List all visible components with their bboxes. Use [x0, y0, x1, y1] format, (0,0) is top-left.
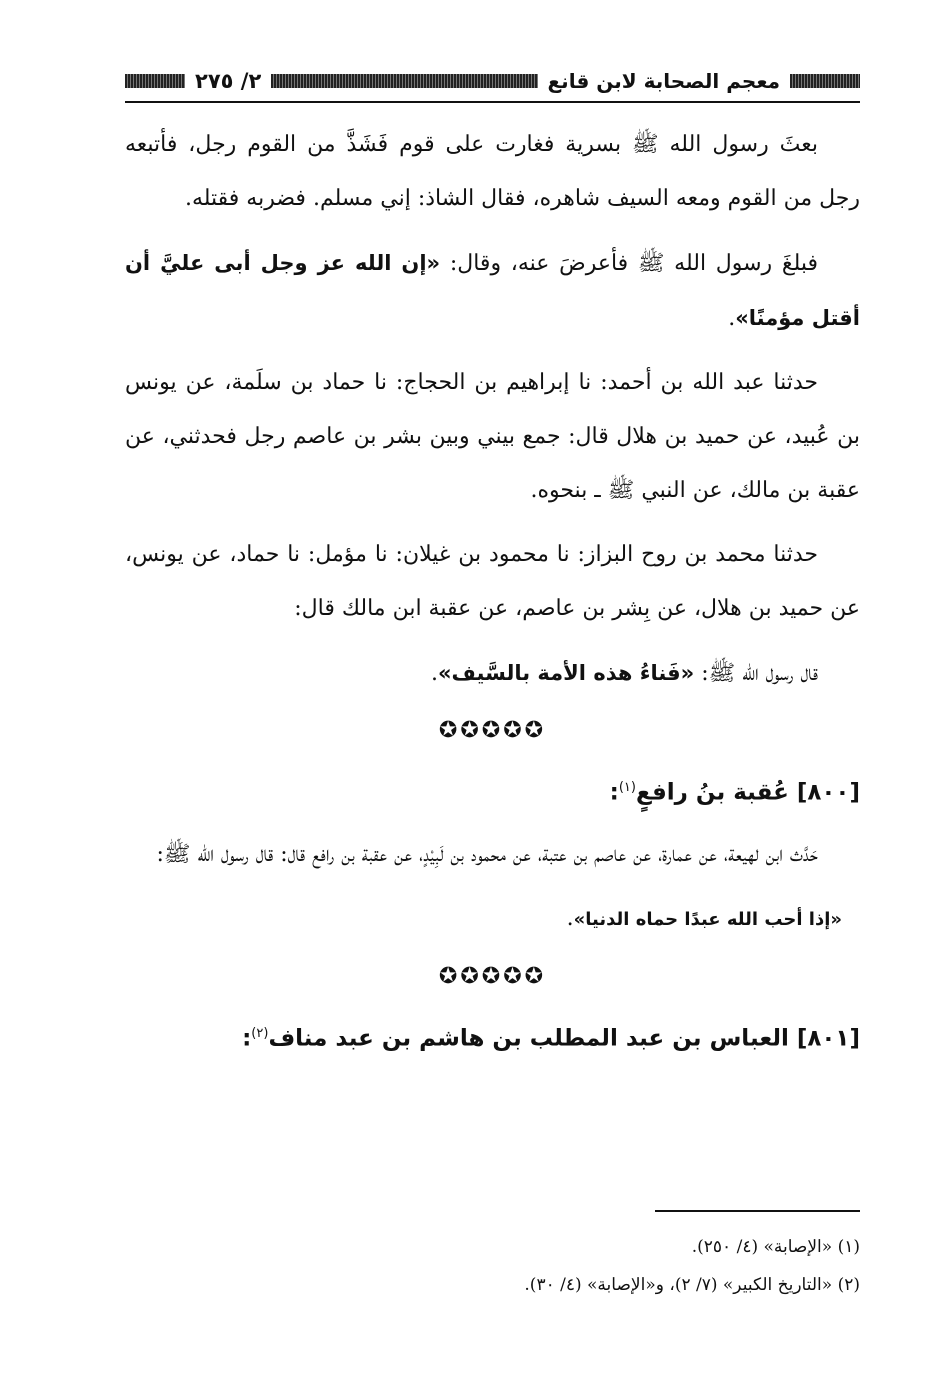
footnotes — [125, 1228, 860, 1304]
paragraph-3: حدثنا عبد الله بن أحمد: نا إبراهيم بن الحجاج: نا حماد بن سلَمة، عن يونس بن عُبيد، عن حميد بن هلال قال: جمع بيني وبين بشر بن عاصم رجل فحدثني، عن عقبة بن مالك، عن النبي ﷺ ـ بنحوه. — [125, 370, 860, 503]
main-text — [125, 118, 860, 1073]
footnote-ref-1: (١) — [618, 780, 636, 795]
header-ornament-bar — [790, 74, 860, 88]
hadith-quote: «إذا أحب الله عبدًا حماه الدنيا» — [573, 908, 842, 930]
footnote-2: (٢) «التاريخ الكبير» (٧/ ٢)، و«الإصابة» (٤/ ٣٠). — [524, 1275, 860, 1295]
header-title: معجم الصحابة لابن قانع — [547, 69, 780, 93]
entry-800-quote-line — [125, 892, 860, 947]
paragraph-1: بعثَ رسول الله ﷺ بسرية فغارت على قوم فَشَذَّ من القوم رجل، فأتبعه رجل من القوم ومعه السيف شاهره، فقال الشاذ: إني مسلم. فضربه فقتله. — [125, 132, 860, 211]
entry-heading-800-text: [٨٠٠] عُقبة بنُ رافعٍ — [635, 779, 860, 806]
entry-800-text: حَدَّث ابن لهيعة، عن عمارة، عن عاصم بن عتبة، عن محمود بن لَبِيْدٍ، عن عقبة بن رافع قال: قال رسول الله ﷺ: — [156, 841, 818, 867]
footnote-ref-2: (٢) — [251, 1025, 269, 1041]
entry-heading-800 — [125, 761, 860, 820]
entry-heading-801-colon: : — [242, 1025, 252, 1052]
header-ornament-bar — [125, 74, 185, 88]
entry-800-quote-end: . — [566, 905, 574, 931]
paragraph-2-text: فبلغَ رسول الله ﷺ فأعرضَ عنه، وقال: — [449, 251, 819, 276]
entry-heading-801-text: [٨٠١] العباس بن عبد المطلب بن هاشم بن عبد مناف — [268, 1025, 860, 1052]
section-separator: ✪✪✪✪✪ — [438, 718, 547, 743]
hadith-quote: «فَناءُ هذه الأمة بالسَّيف» — [437, 661, 695, 685]
paragraph-4: حدثنا محمد بن روح البزاز: نا محمود بن غيلان: نا مؤمل: نا حماد، عن يونس، عن حميد بن هلال، عن بِشر بن عاصم، عن عقبة ابن مالك قال: — [125, 542, 860, 621]
header-divider — [125, 101, 860, 103]
page-number: ٢/ ٢٧٥ — [195, 69, 262, 93]
paragraph-2-end: . — [728, 306, 736, 331]
paragraph-5 — [125, 646, 860, 701]
section-separator: ✪✪✪✪✪ — [438, 963, 547, 989]
footnote-divider — [655, 1210, 860, 1212]
paragraph-5-end: . — [430, 661, 438, 686]
paragraph-2 — [125, 236, 860, 346]
footnote-1: (١) «الإصابة» (٤/ ٢٥٠). — [691, 1237, 860, 1257]
entry-heading-800-colon: : — [609, 779, 619, 806]
running-header — [125, 66, 860, 96]
paragraph-5-text: قال رسول الله ﷺ: — [701, 661, 818, 686]
entry-heading-801 — [125, 1007, 860, 1066]
header-ornament-bar — [271, 74, 537, 88]
hadith-quote: «إن الله عز وجل أبى عليَّ أن أقتل مؤمنًا» — [125, 251, 860, 330]
